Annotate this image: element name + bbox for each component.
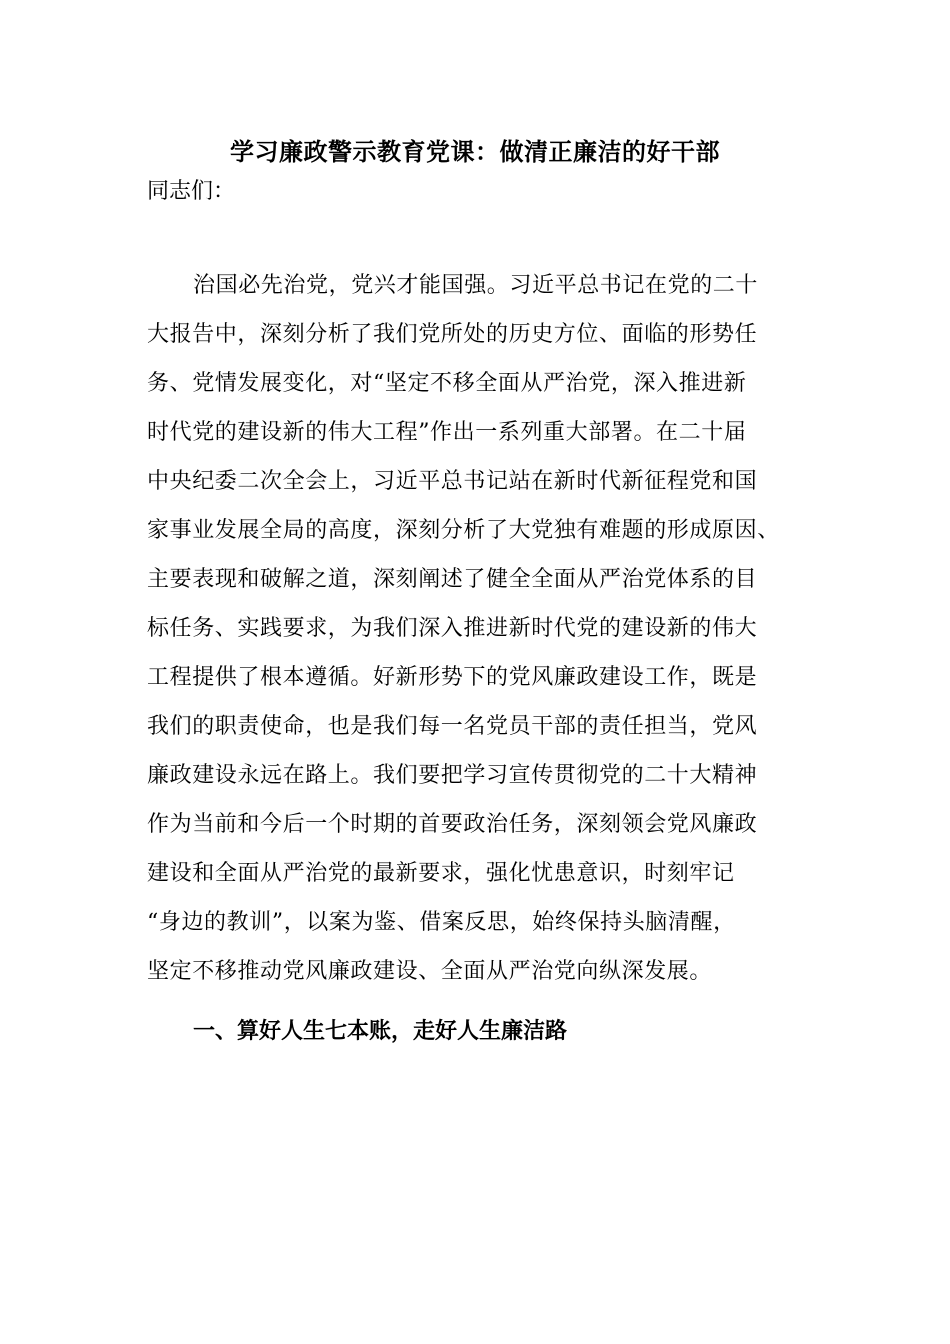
- paragraph-line: 务、党情发展变化，对“坚定不移全面从严治党，深入推进新: [147, 371, 747, 396]
- salutation: 同志们：: [147, 179, 236, 204]
- paragraph-line: 中央纪委二次全会上，习近平总书记站在新时代新征程党和国: [147, 469, 758, 494]
- paragraph-line: 标任务、实践要求，为我们深入推进新时代党的建设新的伟大: [147, 616, 758, 641]
- paragraph-line: “身边的教训”，以案为鉴、借案反思，始终保持头脑清醒，: [147, 910, 736, 935]
- paragraph-line: 我们的职责使命，也是我们每一名党员干部的责任担当，党风: [147, 714, 758, 739]
- paragraph-line: 建设和全面从严治党的最新要求，强化忧患意识，时刻牢记: [147, 861, 735, 886]
- paragraph-line: 家事业发展全局的高度，深刻分析了大党独有难题的形成原因、: [147, 518, 780, 543]
- body-paragraph: [147, 270, 847, 1005]
- paragraph-line: 坚定不移推动党风廉政建设、全面从严治党向纵深发展。: [147, 959, 713, 984]
- document-title: 学习廉政警示教育党课：做清正廉洁的好干部: [230, 138, 720, 166]
- section-heading: 一、算好人生七本账，走好人生廉洁路: [193, 1019, 568, 1044]
- paragraph-line: 工程提供了根本遵循。好新形势下的党风廉政建设工作，既是: [147, 665, 758, 690]
- paragraph-line: 廉政建设永远在路上。我们要把学习宣传贯彻党的二十大精神: [147, 763, 758, 788]
- paragraph-line: 时代党的建设新的伟大工程”作出一系列重大部署。在二十届: [147, 420, 747, 445]
- paragraph-line: 作为当前和今后一个时期的首要政治任务，深刻领会党风廉政: [147, 812, 758, 837]
- paragraph-line: 主要表现和破解之道，深刻阐述了健全全面从严治党体系的目: [147, 567, 758, 592]
- paragraph-line: 治国必先治党，党兴才能国强。习近平总书记在党的二十: [193, 273, 759, 298]
- paragraph-line: 大报告中，深刻分析了我们党所处的历史方位、面临的形势任: [147, 322, 758, 347]
